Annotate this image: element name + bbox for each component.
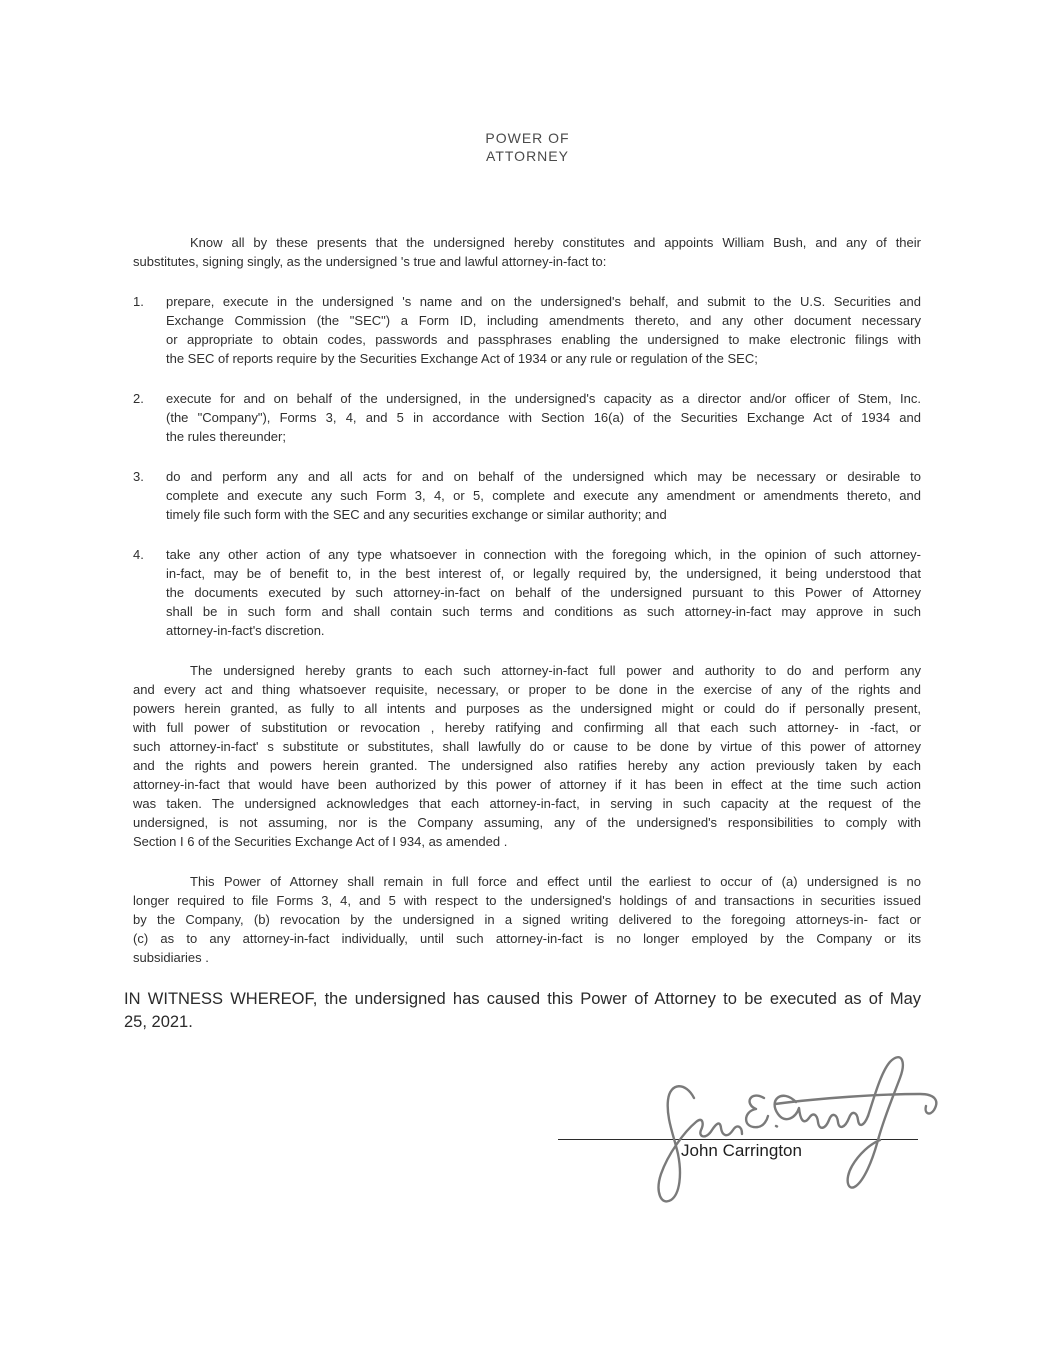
numbered-item-1 <box>133 292 921 368</box>
item-text <box>166 389 921 446</box>
text-line: The undersigned hereby grants to each such attorney-in-fact full power and authority to do and perform any <box>190 663 921 678</box>
intro-paragraph <box>133 233 921 271</box>
text-line: powers herein granted, as fully to all intents and purposes as the undersigned might or could do if personally present, <box>133 701 921 716</box>
text-line: substitutes, signing singly, as the undersigned 's true and lawful attorney-in-fact to: <box>133 254 607 269</box>
text-line: Exchange Commission (the "SEC") a Form ID, including amendments thereto, and any other document necessary <box>166 313 921 328</box>
text-line: 25, 2021. <box>124 1013 193 1031</box>
text-line: with full power of substitution or revocation , hereby ratifying and confirming all that each such attorney- in -fact, or <box>133 720 921 735</box>
document-title <box>0 129 1055 165</box>
text-line: (the "Company"), Forms 3, 4, and 5 in accordance with Section 16(a) of the Securities Exchange Act of 1934 and <box>166 410 921 425</box>
text-line: attorney-in-fact that would have been authorized by this power of attorney if it has been in effect at the time such action <box>133 777 921 792</box>
text-line: (c) as to any attorney-in-fact individually, until such attorney-in-fact is no longer employed by the Company or its <box>133 931 921 946</box>
witness-paragraph <box>124 988 921 1034</box>
text-line: or appropriate to obtain codes, passwords and passphrases enabling the undersigned to make electronic filings with <box>166 332 921 347</box>
text-line: such attorney-in-fact' s substitute or substitutes, shall lawfully do or cause to be done by virtue of this power of attorney <box>133 739 921 754</box>
item-number: 3. <box>133 469 144 484</box>
title-line-2: ATTORNEY <box>486 148 569 164</box>
grant-paragraph <box>133 661 921 851</box>
item-number: 2. <box>133 391 144 406</box>
text-line: undersigned, is not assuming, nor is the Company assuming, any of the undersigned's responsibilities to comply with <box>133 815 921 830</box>
duration-paragraph <box>133 872 921 967</box>
numbered-item-2 <box>133 389 921 446</box>
text-line: the documents executed by such attorney-in-fact on behalf of the undersigned pursuant to this Power of Attorney <box>166 585 921 600</box>
text-line: the SEC of reports require by the Securities Exchange Act of 1934 or any rule or regulation of the SEC; <box>166 351 758 366</box>
text-line: This Power of Attorney shall remain in full force and effect until the earliest to occur of (a) undersigned is no <box>190 874 921 889</box>
item-number: 1. <box>133 294 144 309</box>
item-text <box>166 292 921 368</box>
title-line-1: POWER OF <box>485 130 570 146</box>
text-line: do and perform any and all acts for and on behalf of the undersigned which may be necessary or desirable to <box>166 469 921 484</box>
text-line: the rules thereunder; <box>166 429 286 444</box>
numbered-item-3 <box>133 467 921 524</box>
text-line: and the rights and powers herein granted. The undersigned also ratifies hereby any action previously taken by each <box>133 758 921 773</box>
text-line: attorney-in-fact's discretion. <box>166 623 325 638</box>
item-number: 4. <box>133 547 144 562</box>
text-line: shall be in such form and shall contain such terms and conditions as such attorney-in-fact may approve in such <box>166 604 921 619</box>
item-text <box>166 467 921 524</box>
text-line: prepare, execute in the undersigned 's name and on the undersigned's behalf, and submit to the U.S. Securities and <box>166 294 921 309</box>
text-line: was taken. The undersigned acknowledges that each attorney-in-fact, in serving in such capacity at the request of the <box>133 796 921 811</box>
text-line: execute for and on behalf of the undersigned, in the undersigned's capacity as a director and/or officer of Stem, Inc. <box>166 391 921 406</box>
text-line: take any other action of any type whatsoever in connection with the foregoing which, in the opinion of such attorney- <box>166 547 921 562</box>
text-line: IN WITNESS WHEREOF, the undersigned has caused this Power of Attorney to be executed as of May <box>124 990 921 1008</box>
text-line: complete and execute any such Form 3, 4, or 5, complete and execute any amendment or amendments thereto, and <box>166 488 921 503</box>
signature-ink <box>630 1048 960 1213</box>
text-line: and every act and thing whatsoever requisite, necessary, or proper to be done in the exercise of any of the rights and <box>133 682 921 697</box>
text-line: Section I 6 of the Securities Exchange Act of I 934, as amended . <box>133 834 508 849</box>
document-body <box>124 233 921 1034</box>
numbered-item-4 <box>133 545 921 640</box>
text-line: by the Company, (b) revocation by the undersigned in a signed writing delivered to the foregoing attorneys-in- fact or <box>133 912 921 927</box>
text-line: subsidiaries . <box>133 950 209 965</box>
text-line: in-fact, may be of benefit to, in the best interest of, or legally required by, the undersigned, it being understood that <box>166 566 921 581</box>
text-line: timely file such form with the SEC and any securities exchange or similar authority; and <box>166 507 667 522</box>
text-line: Know all by these presents that the undersigned hereby constitutes and appoints William Bush, and any of their <box>190 235 921 250</box>
signatory-printed-name: John Carrington <box>681 1141 802 1160</box>
item-text <box>166 545 921 640</box>
text-line: longer required to file Forms 3, 4, and 5 with respect to the undersigned's holdings of and transactions in securities issued <box>133 893 921 908</box>
